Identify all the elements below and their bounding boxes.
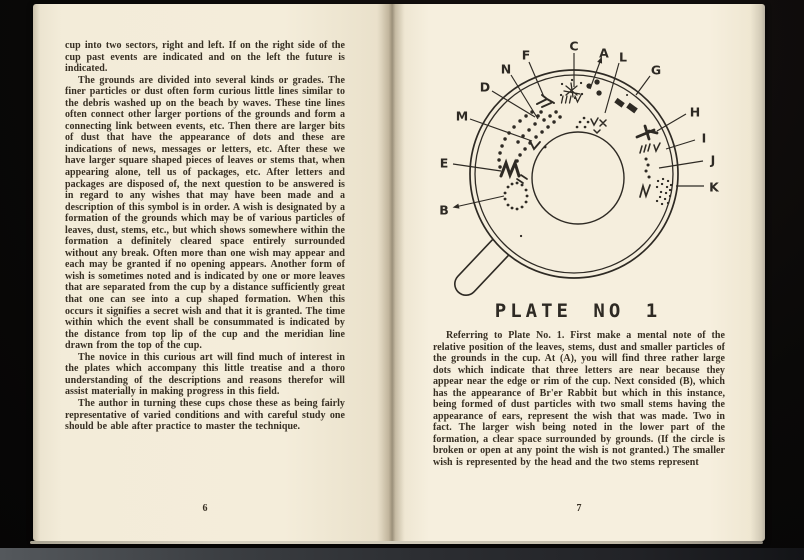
right-page-number: 7 [576,503,582,514]
right-page-text [433,330,725,469]
plate-label-J: J [710,152,716,168]
plate-title: PLATE NO 1 [494,300,662,322]
left-page-number: 6 [202,503,208,514]
plate-label-D: D [479,79,491,95]
left-page-text [65,40,345,433]
table-edge [0,548,804,560]
plate-label-E: E [439,155,449,171]
open-book [33,4,765,541]
plate-diagram [425,30,770,300]
plate-label-K: K [709,179,719,195]
paragraph: Referring to Plate No. 1. First make a mental note of the relative position of the leaves, stems, dust and smaller particles of the grounds in the cup. At (A), you will find three rather large dots which indicate that three letters are near because they appear near the edge or rim of the cup. Next consided (B), which has the appearance of Br'er Rabbit but which in this instance, being formed of dust particles with two small stems having the appearance of ears, represent the wish that was made. Two in fact. The larger wish being noted in the lower part of the formation, a clear space surrounded by grounds. (If the circle is broken or open at any point the wish is not granted.) The smaller wish is represented by the head and the two stems represent [433,330,725,469]
plate-leader-G [636,76,650,95]
cup-handle [466,248,500,284]
right-page [392,4,765,541]
paragraph: The author in turning these cups chose these as being fairly representative of varied conditions and with careful study one should be able after practice to master the technique. [65,397,345,433]
plate-label-G: G [650,62,662,78]
page-stack-edge [30,541,763,544]
plate-label-N: N [500,61,512,77]
plate-label-B: B [439,202,449,218]
plate-label-M: M [455,108,469,124]
plate-label-H: H [689,104,701,120]
paragraph: The grounds are divided into several kinds or grades. The finer particles or dust often form curious little lines similar to the debris washed up on the beach by waves. These tine lines often connect other larger portions of the grounds and form a connecting link between events, etc. Then there are larger bits of dust that have the appearance of dots and these are indications of news, messages or letters, etc. After these we have larger square shaped pieces of leaves or stems that, when appearing alone, tell us of packages, etc. After letters and packages are disposed of, the next question to be answered is in regard to any wishes that may have been made and a description of this symbol is in order. A wish is designated by a formation of the grounds which may be of various particles of leaves, dust, stems, etc., but which shows somewhere within the formation a definitely cleared space entirely surrounded without any break. Often more than one wish may appear and each may be granted if no opening appears. Another form of wish is sometimes noted and is indicated by one or more leaves that are separated from the cup by a distance sufficiently great that one can see into a cup shaped formation. When this occurs it signifies a secret wish and that it is granted. The time within which the event shall be consummated is indicated by the distance from top lip of the cup and the meridian line drawn from the top of the cup. [65,74,345,352]
plate-label-C: C [569,38,579,54]
paragraph: The novice in this curious art will find much of interest in the plates which accompany this little treatise and a thoro understanding of the descriptions and reasons therefor will assist materially in making progress in this field. [65,351,345,398]
paragraph: cup into two sectors, right and left. If on the right side of the cup past events are indicated and on the left the future is indicated. [65,40,345,75]
plate-label-A: A [599,45,609,61]
plate-label-I: I [701,130,707,146]
plate-leader-arrowhead [453,204,460,209]
plate-label-L: L [619,49,627,65]
left-page [33,4,392,541]
plate-label-F: F [521,47,531,63]
